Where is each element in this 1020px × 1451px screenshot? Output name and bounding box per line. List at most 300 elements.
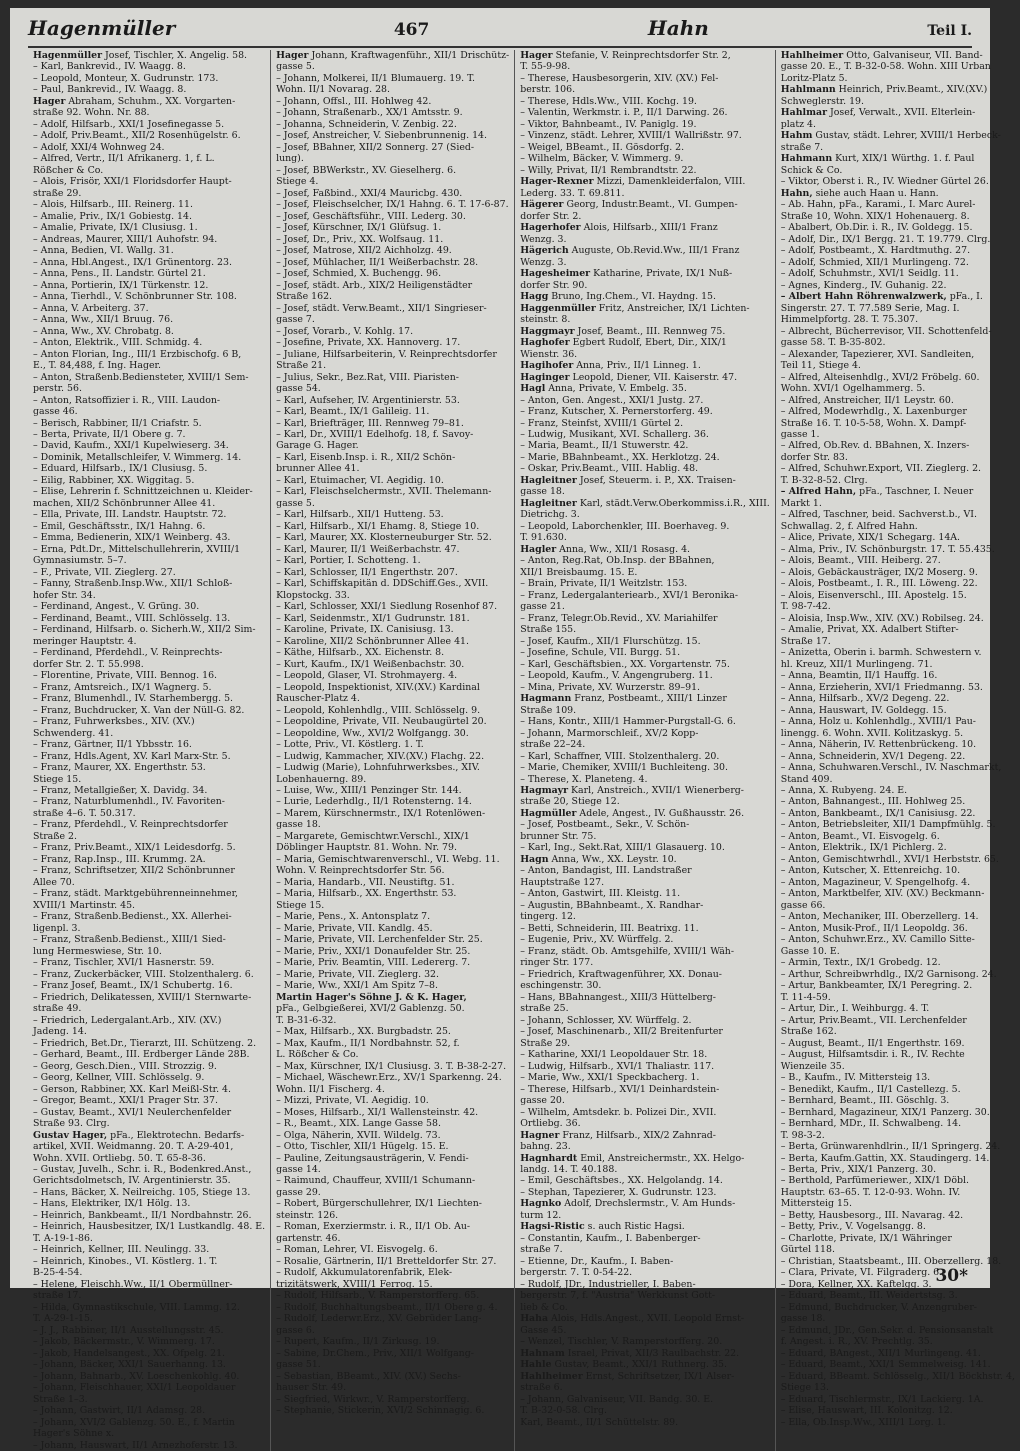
directory-entry-line (276, 992, 509, 1003)
entry-text: – Franz, Schriftsetzer, XII/2 Schönbrunner (33, 865, 235, 877)
entry-text: – Franz, Naturblumenhdl., IV. Favoriten- (33, 796, 225, 808)
directory-entry-line (33, 854, 265, 865)
entry-text: – Rupert, Kaufm., II/1 Zirkusg. 19. (276, 1336, 440, 1348)
entry-text: Gymnasiumstr. 5–7. (33, 555, 127, 567)
directory-entry-line (276, 980, 509, 991)
entry-text: – Berisch, Rabbiner, II/1 Criafstr. 5. (33, 417, 202, 429)
directory-entry-line (33, 73, 265, 84)
directory-entry-line (276, 429, 509, 440)
directory-entry-line (276, 418, 509, 429)
directory-entry-line (33, 142, 265, 153)
entry-text: Straße 109. (520, 704, 577, 716)
directory-entry-line (276, 211, 509, 222)
directory-entry-line (781, 682, 1015, 693)
directory-entry-line (520, 624, 770, 635)
directory-entry-line (276, 578, 509, 589)
entry-text: – Franz, Ledergalanteriearb., XVI/1 Beronika- (520, 589, 739, 601)
directory-entry-line (33, 1038, 265, 1049)
entry-text: – Anton, Elektrik., VIII. Schmidg. 4. (33, 337, 203, 349)
entry-text: T. 55-9-98. (520, 61, 571, 73)
entry-text: – Amalie, Private, IX/1 Clusiusg. 1. (33, 222, 198, 234)
directory-entry-line (520, 774, 770, 785)
directory-entry-line (781, 613, 1015, 624)
entry-text: – Constantin, Kaufm., I. Babenberger- (520, 1232, 701, 1244)
directory-entry-line (276, 1405, 509, 1416)
directory-entry-line (781, 268, 1015, 279)
entry-text: – Andreas, Maurer, XIII/1 Auhofstr. 94. (33, 233, 218, 245)
directory-entry-line (276, 257, 509, 268)
directory-entry-line (781, 532, 1015, 543)
directory-entry-line (33, 682, 265, 693)
entry-text: turm 12. (520, 1209, 562, 1221)
entry-text: – Bernhard, Beamt., III. Göschlg. 3. (780, 1095, 950, 1107)
entry-text: – Alfred, Ob.Rev. d. BBahnen, X. Inzers- (780, 440, 970, 452)
directory-entry-line (33, 372, 265, 383)
directory-entry-line (33, 705, 265, 716)
entry-text: dorfer Str. 83. (780, 451, 848, 463)
column-3 (515, 50, 776, 1451)
directory-entry-line (781, 61, 1015, 72)
entry-text: s. auch Ristic Hagsi. (584, 1221, 685, 1233)
entry-text: Stiege 4. (276, 176, 319, 188)
entry-text: – Hans, Elektriker, IX/1 Hölg. 13. (33, 1198, 191, 1210)
part-label: Teil I. (927, 23, 972, 39)
directory-entry-line (33, 1026, 265, 1037)
directory-entry-line (520, 1118, 770, 1129)
directory-entry-line (33, 1256, 265, 1267)
directory-entry-line (781, 1049, 1015, 1060)
entry-text: Himmelpfortg. 28. T. 75.307. (780, 314, 919, 326)
directory-entry-line (781, 900, 1015, 911)
directory-entry-line (781, 911, 1015, 922)
directory-entry-line (276, 854, 509, 865)
directory-entry-line (520, 762, 770, 773)
directory-entry-line (781, 601, 1015, 612)
directory-entry-line (520, 84, 770, 95)
directory-entry-line (33, 153, 265, 164)
directory-entry-line (781, 842, 1015, 853)
entry-text: – Anton, Reg.Rat, Ob.Insp. der BBahnen, (520, 555, 715, 567)
entry-surname: Hagesheimer (520, 268, 591, 280)
entry-surname: Hager-Rexner (520, 176, 594, 188)
directory-entry-line (33, 1428, 265, 1439)
directory-entry-line (276, 1198, 509, 1209)
directory-entry-line (33, 521, 265, 532)
entry-text: – Anna, Ww., XV. Chrobatg. 8. (33, 325, 174, 337)
directory-entry-line (781, 1382, 1015, 1393)
directory-entry-line (520, 119, 770, 130)
entry-text: – Lotte, Priv., VI. Köstlerg. 1. T. (276, 739, 424, 751)
entry-text: Emil, Anstreichermstr., XX. Helgo- (577, 1152, 745, 1164)
directory-entry-line (520, 900, 770, 911)
entry-text: – Brain, Private, II/1 Weitzlstr. 153. (520, 578, 688, 590)
directory-entry-line (520, 567, 770, 578)
directory-entry-line (781, 1015, 1015, 1026)
directory-entry-line (520, 739, 770, 750)
entry-text: – Rudolf, Lederwr.Erz., XV. Gebrüder Lang- (276, 1313, 482, 1325)
directory-entry-line (781, 1118, 1015, 1129)
entry-text: – Heinrich, Kellner, III. Neulingg. 33. (33, 1244, 210, 1256)
directory-entry-line (33, 1440, 265, 1451)
entry-surname: Hahn, (780, 187, 813, 199)
entry-text: Karl, Anstreich., XVII/1 Wienerberg- (568, 785, 744, 796)
directory-entry-line (276, 1371, 509, 1382)
directory-entry-line (520, 1175, 770, 1186)
entry-text: Wienstr. 36. (520, 348, 578, 360)
directory-entry-line (276, 796, 509, 807)
entry-text: Fritz, Anstreicher, IX/1 Lichten- (595, 302, 750, 314)
entry-surname: Hagmüller (520, 807, 577, 819)
directory-entry-line (33, 1336, 265, 1347)
directory-entry-line (520, 1153, 770, 1164)
entry-surname: Hahlmar (780, 107, 828, 119)
entry-text: Wenzg. 3. (520, 256, 567, 268)
entry-text: – Artur, Dir., I. Weihburgg. 4. T. (780, 1003, 930, 1015)
entry-text: – Ludwig (Marie), Lohnfuhrwerksbes., XIV. (276, 762, 480, 774)
directory-entry-line (33, 796, 265, 807)
directory-entry-line (33, 257, 265, 268)
directory-entry-line (33, 774, 265, 785)
directory-entry-line (520, 682, 770, 693)
entry-text: B-25-4-54. (33, 1267, 83, 1279)
directory-entry-line (33, 911, 265, 922)
entry-text: – Anton, Ratsoffizier i. R., VIII. Laudon- (33, 394, 221, 406)
entry-text: – Max, Hilfsarb., XX. Burgbadstr. 25. (276, 1026, 451, 1038)
directory-entry-line (33, 1141, 265, 1152)
entry-text: – Johann, Molkerei, II/1 Blumauerg. 19. T. (276, 72, 475, 84)
directory-entry-line (276, 762, 509, 773)
directory-entry-line (520, 1290, 770, 1301)
directory-entry-line (520, 751, 770, 762)
entry-text: gasse 1. (780, 428, 820, 440)
directory-entry-line (520, 395, 770, 406)
directory-entry-line (276, 682, 509, 693)
entry-text: ringer Str. 177. (520, 957, 594, 969)
entry-text: – Eduard, Beamt., XXI/1 Semmelweisg. 141. (780, 1359, 991, 1371)
entry-text: – Karl, Schlosser, II/1 Engerthstr. 207. (276, 566, 458, 578)
directory-entry-line (276, 1233, 509, 1244)
entry-text: – Wilhelm, Amtsdekr. b. Polizei Dir., XVII. (520, 1106, 717, 1118)
entry-text: – Josef, Maschinenarb., XII/2 Breitenfurter (520, 1026, 723, 1038)
directory-entry-line (781, 337, 1015, 348)
entry-surname: Hagsi-Ristic (520, 1221, 585, 1233)
directory-entry-line (33, 61, 265, 72)
directory-entry-line (276, 199, 509, 210)
directory-entry-line (33, 349, 265, 360)
directory-entry-line (520, 946, 770, 957)
directory-entry-line (781, 1038, 1015, 1049)
entry-text: – Olga, Näherin, XVII. Wildelg. 73. (276, 1129, 441, 1141)
directory-entry-line (33, 980, 265, 991)
directory-entry-line (33, 188, 265, 199)
entry-text: – Karl, Etuimacher, VI. Aegidig. 10. (276, 474, 444, 486)
entry-text: – Marie, Private, VII. Kandlg. 45. (276, 922, 433, 934)
entry-surname: Hagn (520, 853, 549, 865)
directory-entry-line (33, 486, 265, 497)
directory-entry-line (781, 762, 1015, 773)
entry-text: Straße 29. (520, 1037, 571, 1049)
directory-entry-line (520, 636, 770, 647)
directory-entry-line (781, 521, 1015, 532)
entry-text: – Max, Kürschner, IX/1 Clusiusg. 3. T. B-38-2-27. (276, 1060, 507, 1072)
directory-entry-line (276, 957, 509, 968)
entry-text: – Agnes, Kinderg., IV. Guhanig. 22. (780, 279, 947, 291)
entry-text: – Franz, Buchdrucker, X. Van der Nüll-G. 82. (33, 704, 245, 716)
entry-text: – Anna, Hauswart, IV. Goldegg. 15. (780, 704, 947, 716)
directory-entry-line (520, 670, 770, 681)
directory-entry-line (520, 1348, 770, 1359)
directory-entry-line (520, 877, 770, 888)
directory-entry-line (276, 268, 509, 279)
directory-entry-line (520, 532, 770, 543)
directory-entry-line (276, 969, 509, 980)
directory-entry-line (276, 1049, 509, 1060)
directory-entry-line (781, 395, 1015, 406)
directory-entry-line (781, 73, 1015, 84)
directory-entry-line (33, 211, 265, 222)
entry-text: T. 91.630. (520, 532, 567, 544)
directory-entry-line (33, 1061, 265, 1072)
entry-text: – Alois, Postbeamt., I. R., III. Löweng. 22. (780, 578, 978, 590)
entry-text: – Luise, Ww., XIII/1 Penzinger Str. 144. (276, 785, 462, 796)
directory-entry-line (33, 739, 265, 750)
entry-text: – Anton, Musik-Prof., II/1 Leopoldg. 36. (780, 922, 968, 934)
directory-entry-line (33, 418, 265, 429)
entry-text: Otto, Galvaniseur, VII. Band- (843, 50, 983, 61)
entry-text: T. 98-7-42. (780, 601, 831, 613)
entry-text: – August, Hilfsamtsdir. i. R., IV. Rechte (780, 1049, 965, 1061)
directory-entry-line (520, 1302, 770, 1313)
directory-entry-line (33, 877, 265, 888)
directory-entry-line (276, 50, 509, 61)
directory-entry-line (276, 383, 509, 394)
directory-entry-line (781, 888, 1015, 899)
directory-entry-line (781, 751, 1015, 762)
directory-entry-line (520, 1233, 770, 1244)
directory-entry-line (33, 992, 265, 1003)
directory-entry-line (33, 337, 265, 348)
entry-text: Straße 162. (780, 1026, 837, 1038)
entry-text: Klopstockg. 33. (276, 589, 350, 601)
directory-entry-line (33, 1244, 265, 1255)
directory-entry-line (276, 165, 509, 176)
entry-text: berstr. 106. (520, 84, 576, 96)
directory-entry-line (781, 774, 1015, 785)
directory-entry-line (781, 349, 1015, 360)
directory-entry-line (33, 245, 265, 256)
directory-entry-line (33, 176, 265, 187)
directory-entry-line (781, 1130, 1015, 1141)
entry-text: – Friedrich, Kraftwagenführer, XX. Donau- (520, 968, 722, 980)
directory-entry-line (276, 624, 509, 635)
entry-text: – Johann, Offsl., III. Hohlweg 42. (276, 95, 432, 107)
entry-text: – Franz, Metallgießer, X. Davidg. 34. (33, 785, 208, 796)
entry-text: – Leopold, Monteur, X. Gudrunstr. 173. (33, 72, 219, 84)
entry-text: Karl, Beamt., II/1 Schüttelstr. 89. (520, 1416, 679, 1428)
entry-text: straße 22–24. (520, 739, 586, 751)
entry-text: – Ludwig, Kammacher, XIV.(XV.) Flachg. 22. (276, 750, 485, 762)
directory-entry-line (520, 50, 770, 61)
entry-text: – Betty, Hausbesorg., III. Navarag. 42. (780, 1209, 964, 1221)
entry-text: – Franz, Priv.Beamt., XIX/1 Leidesdorfg. 5. (33, 842, 236, 854)
directory-entry-line (33, 1267, 265, 1278)
entry-text: gasse 18. (276, 819, 321, 831)
directory-entry-line (520, 992, 770, 1003)
entry-text: – Ferdinand, Hilfsarb. o. Sicherh.W., XII/2 Sim- (33, 624, 256, 636)
directory-entry-line (520, 142, 770, 153)
entry-text: gasse 20. (520, 1095, 565, 1107)
entry-text: – Marie, Ww., XXI/1 Am Spitz 7–8. (276, 980, 438, 992)
directory-entry-line (276, 911, 509, 922)
entry-text: – Friedrich, Delikatessen, XVIII/1 Sternwarte- (33, 991, 252, 1003)
entry-text: – Katharine, XXI/1 Leopoldauer Str. 18. (520, 1049, 708, 1061)
entry-text: – Josefine, Private, XX. Hannoverg. 17. (276, 337, 461, 349)
entry-text: – Franz, Blumenhdl., IV. Starhembergg. 5. (33, 693, 234, 705)
entry-text: straße 17. (33, 1290, 82, 1302)
directory-entry-line (781, 1325, 1015, 1336)
directory-entry-line (276, 360, 509, 371)
entry-text: machen, XII/2 Schönbrunner Allee 41. (33, 497, 216, 509)
entry-text: – Johann, Marmorschleif., XV/2 Kopp- (520, 727, 699, 739)
entry-text: – Gregor, Beamt., XXI/1 Prager Str. 37. (33, 1095, 218, 1107)
directory-entry-line (276, 119, 509, 130)
directory-entry-line (781, 923, 1015, 934)
entry-text: Singerstr. 27. T. 77.589 Serie, Mag. I. (780, 302, 960, 314)
entry-text: – Josef, Vorarb., V. Kohlg. 17. (276, 325, 414, 337)
entry-text: – Maria, Beamt., II/1 Stuwerstr. 42. (520, 440, 689, 452)
directory-entry-line (520, 165, 770, 176)
entry-text: – Alfred, Modewrhdlg., X. Laxenburger (780, 406, 967, 418)
directory-entry-line (520, 360, 770, 371)
directory-entry-line (276, 1130, 509, 1141)
directory-entry-line (520, 291, 770, 302)
directory-entry-line (33, 107, 265, 118)
directory-entry-line (33, 728, 265, 739)
entry-text: – Anna, X. Rubyeng. 24. E. (780, 785, 908, 796)
entry-text: – Anton, Gen. Angest., XXI/1 Justg. 27. (520, 394, 704, 406)
entry-text: Anna, Ww., XX. Leystr. 10. (548, 853, 677, 865)
entry-text: Stand 409. (780, 773, 833, 785)
entry-text: – Johanna, Schneiderin, V. Zenbig. 22. (276, 118, 457, 130)
directory-entry-line (276, 670, 509, 681)
directory-entry-line (276, 452, 509, 463)
directory-entry-line (276, 107, 509, 118)
entry-text: – Maria, Gemischtwarenverschl., VI. Webg. 11. (276, 853, 500, 865)
directory-entry-line (33, 498, 265, 509)
directory-entry-line (781, 854, 1015, 865)
entry-text: – Franz Josef, Beamt., IX/1 Schubertg. 16. (33, 980, 233, 992)
directory-entry-line (520, 796, 770, 807)
entry-text: Gerichtsdolmetsch, IV. Argentinierstr. 35. (33, 1175, 231, 1187)
entry-text: – Leopold, Inspektionist, XIV.(XV.) Kardinal (276, 681, 480, 693)
directory-entry-line (781, 486, 1015, 497)
entry-text: – Josef, Geschäftsführ., VIII. Lederg. 30. (276, 210, 466, 222)
directory-entry-line (781, 624, 1015, 635)
directory-entry-line (781, 544, 1015, 555)
directory-entry-line (276, 1072, 509, 1083)
directory-entry-line (276, 509, 509, 520)
entry-text: Schwenderg. 41. (33, 727, 114, 739)
directory-entry-line (781, 303, 1015, 314)
directory-entry-line (276, 372, 509, 383)
directory-entry-line (276, 693, 509, 704)
directory-entry-line (781, 1084, 1015, 1095)
entry-text: Straße 21. (276, 360, 327, 372)
entry-text: – Abalbert, Ob.Dir. i. R., IV. Goldegg. 15. (780, 222, 973, 234)
entry-surname: Hahnam (520, 1347, 565, 1359)
entry-text: – Karl, Maurer, II/1 Weißerbachstr. 47. (276, 543, 460, 555)
entry-text: – Adolf, XXI/4 Wohnweg 24. (33, 141, 165, 153)
entry-text: – Hans, BBahnangest., XIII/3 Hüttelberg- (520, 991, 716, 1003)
entry-text: – Emil, Geschäftsstr., IX/1 Hahng. 6. (33, 520, 206, 532)
directory-entry-line (781, 831, 1015, 842)
entry-text: – Edmund, JDr., Gen.Sekr. d. Pensionsanstalt (780, 1324, 994, 1336)
directory-entry-line (781, 165, 1015, 176)
directory-entry-line (520, 613, 770, 624)
directory-entry-line (33, 900, 265, 911)
directory-entry-line (781, 1141, 1015, 1152)
directory-entry-line (520, 1279, 770, 1290)
entry-text: – B., Kaufm., IV. Mittersteig 13. (780, 1072, 931, 1084)
entry-text: – Berta, Priv., XIX/1 Panzerg. 30. (780, 1163, 937, 1175)
entry-text: – Leopoldine, Private, VII. Neubaugürtel 20. (276, 716, 487, 728)
entry-text: – Johann, Gastwirt, II/1 Adamsg. 28. (33, 1405, 206, 1417)
entry-text: – Ferdinand, Pferdehdl., V. Reinprechts- (33, 647, 223, 659)
directory-entry-line (276, 463, 509, 474)
directory-entry-line (33, 670, 265, 681)
directory-entry-line (33, 406, 265, 417)
entry-text: – Charlotte, Private, IX/1 Währinger (780, 1232, 952, 1244)
entry-text: – Maria, Handarb., VII. Neustiftg. 51. (276, 876, 455, 888)
entry-text: dorfer Str. 90. (520, 279, 588, 291)
entry-text: – Jakob, Bäckermstr., V. Wimmerg. 17. (33, 1336, 215, 1348)
entry-text: Georg, Industr.Beamt., VI. Gumpen- (563, 199, 738, 211)
entry-text: – Hans, Kontr., XIII/1 Hammer-Purgstall-G. 6. (520, 716, 736, 728)
directory-entry-line (276, 142, 509, 153)
entry-text: – Anna, Beamtin, II/1 Hauffg. 16. (780, 670, 938, 682)
entry-text: – Raimund, Chauffeur, XVIII/1 Schumann- (276, 1175, 476, 1187)
entry-text: – Anton, Straßenb.Bediensteter, XVIII/1 Sem- (33, 371, 249, 383)
entry-text: ligenpl. 3. (33, 922, 81, 934)
entry-text: – Marie, Pens., X. Antonsplatz 7. (276, 911, 431, 923)
directory-entry-line (781, 509, 1015, 520)
directory-entry-line (33, 934, 265, 945)
entry-text: – Ludwig, Hilfsarb., XVI/1 Thaliastr. 117. (520, 1060, 715, 1072)
entry-text: straße 7. (780, 141, 824, 153)
entry-text: – Julius, Sekr., Bez.Rat, VIII. Piaristen- (276, 371, 459, 383)
entry-surname: Haginger (520, 371, 570, 383)
entry-surname: Haggenmüller (520, 302, 596, 314)
entry-text: gasse 14. (276, 1163, 321, 1175)
directory-entry-line (781, 1267, 1015, 1278)
directory-entry-line (520, 498, 770, 509)
directory-entry-line (276, 1095, 509, 1106)
entry-text: gasse 20. E., T. B-32-0-58. Wohn. XIII Urban (780, 61, 991, 73)
entry-text: Stefanie, V. Reinprechtsdorfer Str. 2, (552, 50, 731, 61)
directory-entry-line (33, 1084, 265, 1095)
directory-entry-line (276, 751, 509, 762)
directory-entry-line (781, 1279, 1015, 1290)
entry-text: – Sabine, Dr.Chem., Priv., XII/1 Wolfgang- (276, 1347, 474, 1359)
directory-entry-line (520, 1084, 770, 1095)
entry-surname: Hägerich (520, 245, 569, 257)
entry-text: – Josef, Anstreicher, V. Siebenbrunnenig. 14. (276, 130, 487, 142)
entry-text: T. B-31-6-32. (276, 1014, 337, 1026)
directory-entry-line (781, 418, 1015, 429)
directory-entry-line (520, 475, 770, 486)
entry-text: – Franz, Straßenb.Bedienst., XIII/1 Sied- (33, 934, 226, 946)
directory-entry-line (520, 785, 770, 796)
